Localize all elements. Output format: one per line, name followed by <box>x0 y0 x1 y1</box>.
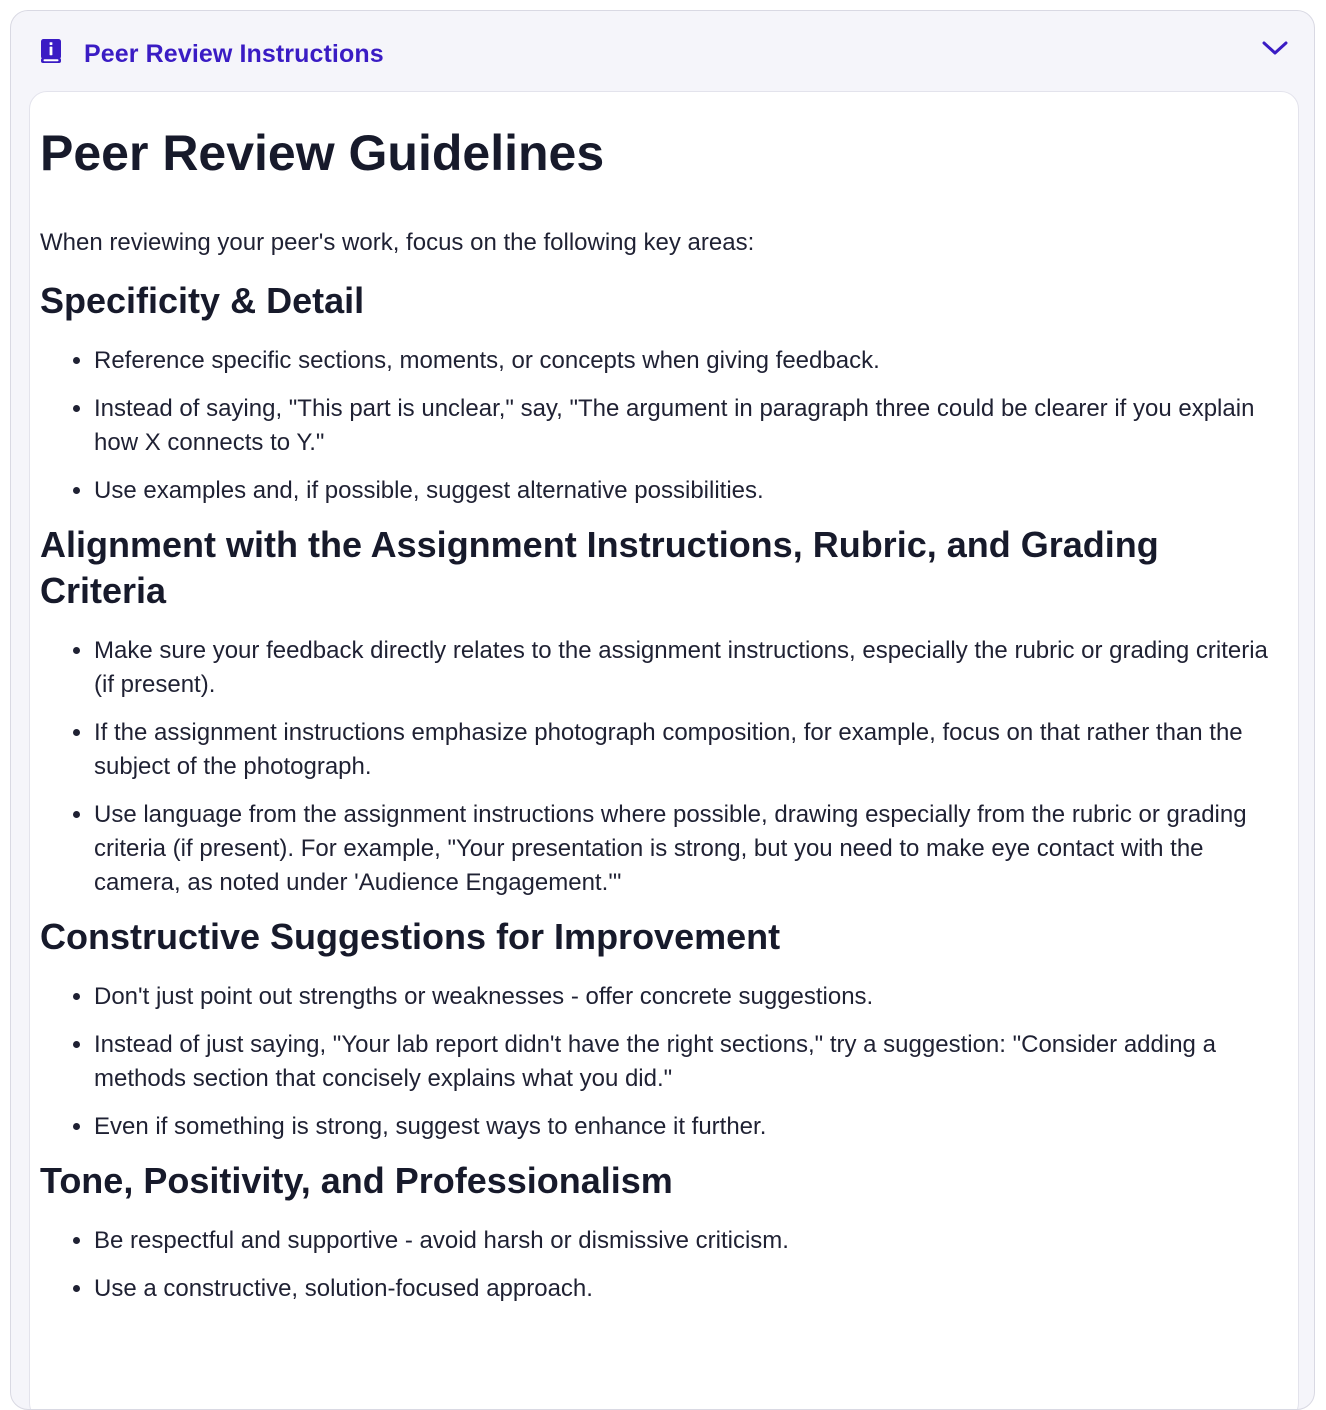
list-item: • If the assignment instructions emphasize photograph composition, for example, focus on that rather than the subject of the photograph. <box>94 716 1288 784</box>
list-item: • Use a constructive, solution-focused approach. <box>94 1272 1288 1306</box>
peer-review-instructions-panel <box>10 10 1315 1410</box>
instructions-content <box>29 91 1299 1410</box>
doc-title: Peer Review Guidelines <box>40 125 605 181</box>
section-heading: Constructive Suggestions for Improvement <box>40 916 781 957</box>
section-list <box>40 1224 1288 1306</box>
list-item: • Be respectful and supportive - avoid harsh or dismissive criticism. <box>94 1224 1288 1258</box>
list-item: • Reference specific sections, moments, or concepts when giving feedback. <box>94 344 1288 378</box>
list-item: • Use language from the assignment instructions where possible, drawing especially from the rubric or grading criteria (if present). For example, "Your presentation is strong, but you need to make eye contact with the camera, as noted under 'Audience Engagement.'" <box>94 798 1288 900</box>
section-list <box>40 634 1288 900</box>
panel-title: Peer Review Instructions <box>84 40 384 68</box>
section-heading: Alignment with the Assignment Instructions, Rubric, and Grading Criteria <box>40 524 1159 611</box>
panel-header-toggle[interactable] <box>11 11 1314 91</box>
book-info-icon <box>39 38 63 64</box>
list-item: • Make sure your feedback directly relates to the assignment instructions, especially the rubric or grading criteria (if present). <box>94 634 1288 702</box>
section-list <box>40 344 1288 508</box>
doc-intro: When reviewing your peer's work, focus on the following key areas: <box>40 229 755 256</box>
guideline-sections <box>40 278 1288 1306</box>
chevron-down-icon[interactable] <box>1260 37 1290 59</box>
section-heading: Specificity & Detail <box>40 280 365 321</box>
list-item: • Use examples and, if possible, suggest alternative possibilities. <box>94 474 1288 508</box>
section-heading: Tone, Positivity, and Professionalism <box>40 1160 673 1201</box>
list-item: • Instead of saying, "This part is unclear," say, "The argument in paragraph three could be clearer if you explain how X connects to Y." <box>94 392 1288 460</box>
section-list <box>40 980 1288 1144</box>
list-item: • Even if something is strong, suggest ways to enhance it further. <box>94 1110 1288 1144</box>
list-item: • Instead of just saying, "Your lab report didn't have the right sections," try a suggestion: "Consider adding a methods section that concisely explains what you did." <box>94 1028 1288 1096</box>
list-item: • Don't just point out strengths or weaknesses - offer concrete suggestions. <box>94 980 1288 1014</box>
